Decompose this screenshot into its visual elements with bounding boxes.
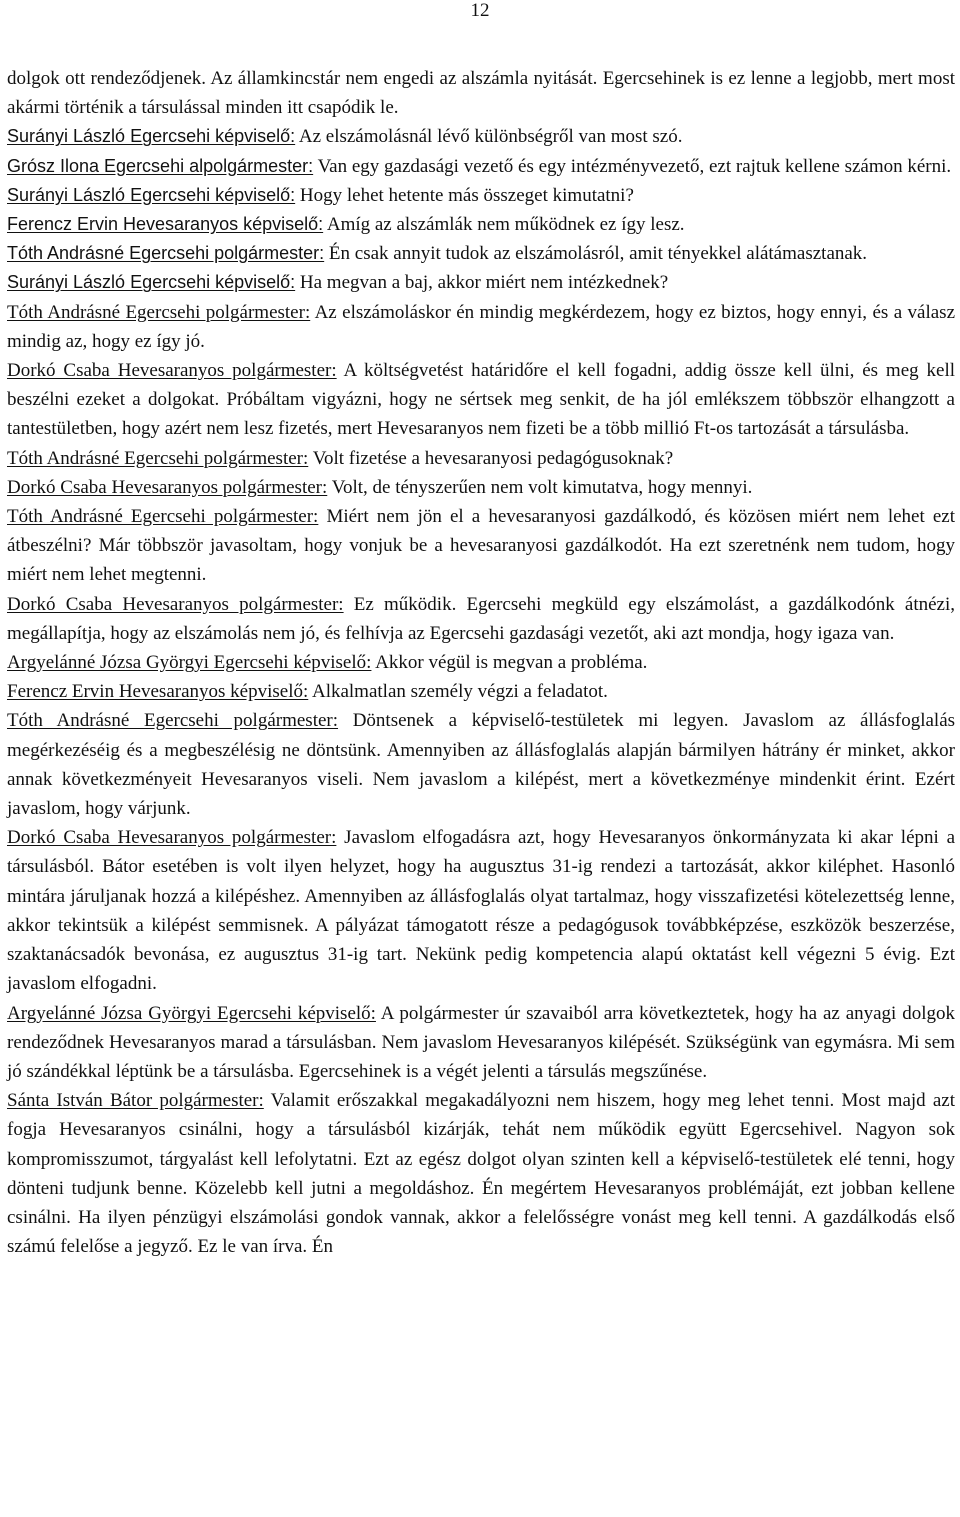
paragraph-text: Az elszámolásnál lévő különbségről van most szó.	[298, 126, 683, 148]
paragraph	[7, 268, 955, 297]
paragraph-text: Hogy lehet hetente más összeget kimutatni?	[299, 184, 634, 206]
paragraph-text: Ez működik. Egercsehi megküld egy elszámolást, a gazdálkodónk átnézi, megállapítja, hogy az elszámolás nem jó, és felhívja az Egercsehi gazdasági vezetőt, aki azt mondja, hogy igaza van.	[7, 593, 956, 644]
speaker-name: Argyelánné Józsa Györgyi Egercsehi képviselő:	[7, 652, 372, 674]
paragraph	[7, 648, 955, 677]
paragraph	[7, 181, 955, 210]
paragraph	[7, 210, 955, 239]
speaker-name: Dorkó Csaba Hevesaranyos polgármester:	[7, 593, 344, 615]
paragraph	[7, 590, 955, 648]
speaker-name: Surányi László Egercsehi képviselő:	[7, 272, 296, 293]
paragraph-text: Döntsenek a képviselő-testületek mi legyen. Javaslom az állásfoglalás megérkezéséig és a megbeszélésig ne döntsünk. Amennyiben az állásfoglalás alapján bármilyen hátrány ér minket, akkor annak következményeit Hevesaranyos viseli. Nem javaslom a kilépést, mert a következménye mindenkit érint. Ezért javaslom, hogy várjunk.	[7, 710, 956, 820]
paragraph	[7, 239, 955, 268]
speaker-name: Tóth Andrásné Egercsehi polgármester:	[7, 710, 339, 732]
paragraph-text: A polgármester úr szavaiból arra következtetek, hogy ha az anyagi dolgok rendeződnek Hevesaranyos marad a társulásban. Nem javaslom Hevesaranyos kilépését. Szükségünk van egymásra. Mi sem jó szándékkal léptünk be a társulásba. Egercsehinek is a végét jelenti a társulás megszűnése.	[7, 1002, 955, 1082]
paragraph-text: Amíg az alszámlák nem működnek ez így lesz.	[326, 214, 685, 236]
paragraph-text: Ha megvan a baj, akkor miért nem intézkednek?	[299, 272, 669, 294]
paragraph-text: dolgok ott rendeződjenek. Az államkincstár nem engedi az alszámla nyitását. Egercsehinek is ez lenne a legjobb, mert most akármi történik a társulással minden itt csapódik le.	[7, 68, 955, 119]
paragraph-text: Én csak annyit tudok az elszámolásról, amit tényekkel alátámasztanak.	[328, 243, 868, 265]
page-number: 12	[470, 0, 490, 21]
document-body	[7, 64, 955, 1261]
paragraph	[7, 122, 955, 151]
paragraph	[7, 502, 955, 590]
paragraph-text: Valamit erőszakkal megakadályozni nem hiszem, hogy meg lehet tenni. Most majd azt fogja Hevesaranyos csinálni, hogy a társulásból kizárják, tehát nem működik együtt Egercsehivel. Nagyon sok kompromisszumot, tárgyalást kell lefolytatni. Ezt az egész dolgot olyan szinten kell a képviselő-testületek elé tenni, hogy dönteni tudjunk benne. Közelebb kell jutni a megoldáshoz. Én megértem Hevesaranyos problémáját, ezt jobban kellene csinálni. Ha ilyen pénzügyi elszámolási gondok vannak, akkor a felelősségre vonást meg kell tenni. A gazdálkodás első számú felelőse a jegyző. Ez le van írva. Én	[7, 1090, 955, 1258]
paragraph-text: Volt fizetése a hevesaranyosi pedagógusoknak?	[312, 447, 674, 469]
paragraph	[7, 444, 955, 473]
speaker-name: Tóth Andrásné Egercsehi polgármester:	[7, 243, 325, 264]
speaker-name: Tóth Andrásné Egercsehi polgármester:	[7, 447, 309, 469]
paragraph-text: Miért nem jön el a hevesaranyosi gazdálkodó, és közösen miért nem lehet ezt átbeszélni? Már többször javasoltam, hogy vonjuk be a hevesaranyosi gazdálkodót. Ha ezt szeretnénk nem tudom, hogy miért nem lehet megtenni.	[7, 506, 955, 586]
speaker-name: Tóth Andrásné Egercsehi polgármester:	[7, 506, 319, 528]
paragraph	[7, 677, 955, 706]
paragraph-text: Javaslom elfogadásra azt, hogy Hevesaranyos önkormányzata ki akar lépni a társulásból. Bátor esetében is volt ilyen helyzet, hogy ha augusztus 31-ig rendezi a tartozását, akkor kiléphet. Hasonló mintára járuljanak hozzá a kilépéshez. Amennyiben az állásfoglalás olyat tartalmaz, hogy visszafizetési kötelezettség lenne, akkor tekintsük a kilépést semmisnek. A pályázat támogatott része a pedagógusok továbbképzése, eszközök beszerzése, szaktanácsadók bevonása, ez augusztus 31-ig tart. Nekünk pedig kompetencia alapú oktatást kell végezni 5 évig. Ezt javaslom elfogadni.	[7, 827, 956, 995]
speaker-name: Tóth Andrásné Egercsehi polgármester:	[7, 301, 311, 323]
speaker-name: Dorkó Csaba Hevesaranyos polgármester:	[7, 476, 328, 498]
paragraph	[7, 706, 955, 823]
paragraph	[7, 64, 955, 122]
speaker-name: Ferencz Ervin Hevesaranyos képviselő:	[7, 681, 309, 703]
paragraph	[7, 1086, 955, 1261]
speaker-name: Surányi László Egercsehi képviselő:	[7, 126, 296, 147]
paragraph-text: Volt, de tényszerűen nem volt kimutatva, hogy mennyi.	[331, 476, 753, 498]
paragraph	[7, 298, 955, 356]
speaker-name: Argyelánné Józsa Györgyi Egercsehi képviselő:	[7, 1002, 376, 1024]
paragraph	[7, 152, 955, 181]
paragraph	[7, 356, 955, 444]
speaker-name: Dorkó Csaba Hevesaranyos polgármester:	[7, 360, 337, 382]
paragraph-text: Akkor végül is megvan a probléma.	[375, 652, 648, 674]
paragraph-text: A költségvetést határidőre el kell fogadni, addig össze kell ülni, és meg kell beszélni ezeket a dolgokat. Próbáltam vigyázni, hogy ne sértsek meg senkit, de ha jól emlékszem többször elhangzott a tantestületben, hogy azért nem lesz fizetés, mert Hevesaranyos nem fizeti be a több millió Ft-os tartozását a társulásba.	[7, 360, 956, 440]
speaker-name: Surányi László Egercsehi képviselő:	[7, 184, 296, 205]
paragraph-text: Alkalmatlan személy végzi a feladatot.	[311, 681, 608, 703]
paragraph	[7, 473, 955, 502]
speaker-name: Sánta István Bátor polgármester:	[7, 1090, 264, 1112]
speaker-name: Ferencz Ervin Hevesaranyos képviselő:	[7, 214, 324, 235]
speaker-name: Dorkó Csaba Hevesaranyos polgármester:	[7, 827, 337, 849]
paragraph-text: Az elszámoláskor én mindig megkérdezem, hogy ez biztos, hogy ennyi, és a válasz mindig az, hogy ez így jó.	[7, 301, 955, 352]
paragraph	[7, 999, 955, 1087]
paragraph-text: Van egy gazdasági vezető és egy intézményvezető, ezt rajtuk kellene számon kérni.	[317, 155, 952, 177]
speaker-name: Grósz Ilona Egercsehi alpolgármester:	[7, 155, 314, 176]
paragraph	[7, 823, 955, 998]
